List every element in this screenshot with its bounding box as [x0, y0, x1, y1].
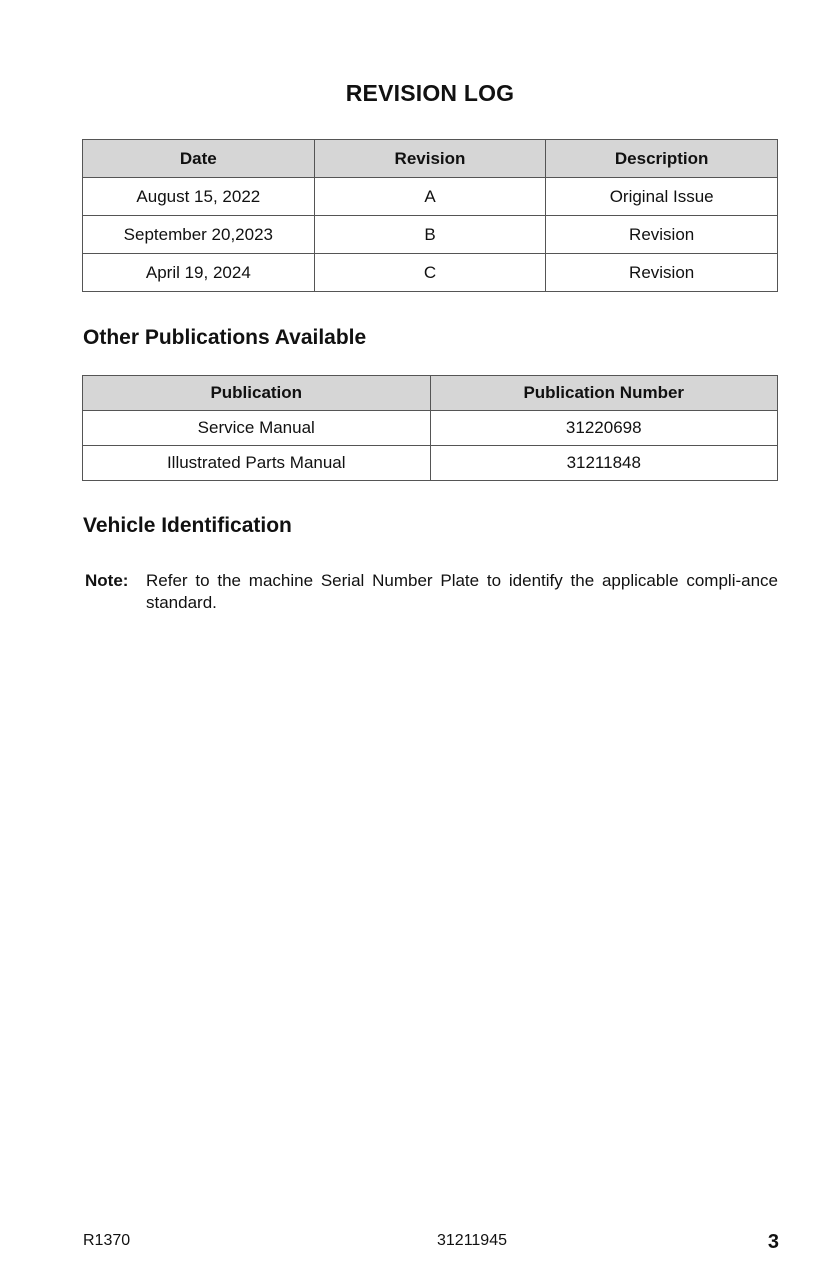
publication-cell: Illustrated Parts Manual: [83, 446, 431, 481]
table-row: [83, 254, 778, 292]
table-row: [83, 178, 778, 216]
page-number: 3: [767, 1231, 779, 1253]
column-header-publication-number: Publication Number: [430, 376, 778, 411]
publication-number-cell: 31220698: [430, 411, 778, 446]
table-header-row: [83, 376, 778, 411]
publications-table: [82, 375, 778, 481]
column-header-publication: Publication: [83, 376, 431, 411]
date-cell: September 20,2023: [83, 216, 315, 254]
publication-number-cell: 31211848: [430, 446, 778, 481]
revision-log-table: [82, 139, 778, 292]
revision-cell: C: [314, 254, 546, 292]
column-header-date: Date: [83, 140, 315, 178]
vehicle-identification-heading: Vehicle Identification: [83, 514, 292, 537]
table-header-row: [83, 140, 778, 178]
description-cell: Revision: [546, 254, 778, 292]
note-label: Note:: [85, 571, 129, 590]
date-cell: April 19, 2024: [83, 254, 315, 292]
page-title: REVISION LOG: [345, 80, 515, 106]
note-text: Refer to the machine Serial Number Plate to identify the applicable compli-ance standard.: [146, 571, 778, 612]
revision-cell: A: [314, 178, 546, 216]
footer-document-number: 31211945: [437, 1232, 507, 1249]
table-row: [83, 446, 778, 481]
column-header-revision: Revision: [314, 140, 546, 178]
table-row: [83, 216, 778, 254]
column-header-description: Description: [546, 140, 778, 178]
table-row: [83, 411, 778, 446]
description-cell: Revision: [546, 216, 778, 254]
revision-cell: B: [314, 216, 546, 254]
note-block: [85, 570, 778, 614]
other-publications-heading: Other Publications Available: [83, 326, 367, 349]
description-cell: Original Issue: [546, 178, 778, 216]
date-cell: August 15, 2022: [83, 178, 315, 216]
footer-revision-code: R1370: [83, 1232, 131, 1249]
publication-cell: Service Manual: [83, 411, 431, 446]
